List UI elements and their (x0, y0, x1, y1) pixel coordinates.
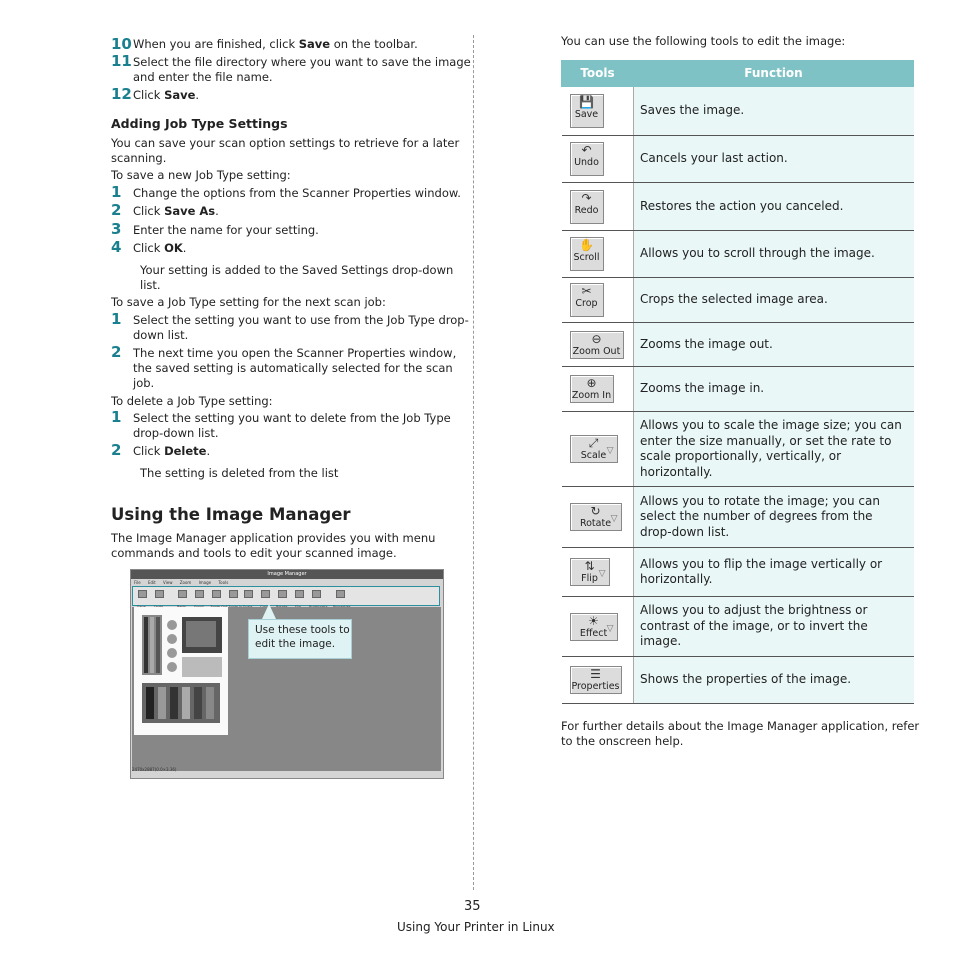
step-number: 4 (111, 238, 122, 256)
table-row (562, 548, 914, 597)
subsection-heading: Adding Job Type Settings (111, 116, 288, 131)
column-divider (473, 35, 474, 890)
tool-icon (336, 590, 345, 598)
tool-button-label: Flip (581, 573, 598, 584)
tool-icon (212, 590, 221, 598)
tool-cell (562, 278, 634, 323)
tool-icon (229, 590, 238, 598)
image-manager-screenshot (130, 569, 444, 779)
tool-button-label: Scroll (573, 252, 600, 263)
table-row (562, 487, 914, 548)
step-text: Change the options from the Scanner Properties window. (133, 186, 461, 200)
tool-cell (562, 657, 634, 704)
tool-cell (562, 412, 634, 487)
paragraph: You can save your scan option settings to retrieve for a later scanning. (111, 136, 460, 165)
tool-icon (244, 590, 253, 598)
step-number: 2 (111, 441, 122, 459)
tool-button-effect (570, 613, 618, 641)
undo-icon: ↶ (581, 143, 592, 157)
tool-cell (562, 231, 634, 278)
tool-button-label: Effect (579, 627, 608, 639)
tool-icon (178, 590, 187, 598)
crop-icon: ✂ (581, 284, 592, 298)
paragraph: The Image Manager application provides you with menu commands and tools to edit your scanned image. (111, 531, 436, 560)
tool-button-label: Zoom Out (572, 345, 621, 357)
paragraph: To save a new Job Type setting: (111, 168, 291, 182)
function-cell: Zooms the image in. (634, 367, 914, 412)
step-number: 3 (111, 220, 122, 238)
menu-item: View (163, 580, 173, 585)
column-header-tools: Tools (562, 61, 634, 87)
tool-icon (295, 590, 304, 598)
function-cell: Cancels your last action. (634, 136, 914, 183)
tool-button-label: Save (574, 109, 599, 120)
table-row (562, 323, 914, 367)
effect-icon: ☀ (588, 613, 599, 628)
step-number: 10 (111, 35, 132, 53)
tool-icon (155, 590, 164, 598)
step-text: When you are finished, click Save on the toolbar. (133, 37, 418, 51)
scale-icon: ⤢ (588, 436, 599, 450)
tool-button-flip (570, 558, 610, 586)
step-text: Click Save As. (133, 204, 219, 218)
tool-button-scale (570, 435, 618, 463)
menu-item: Edit (147, 580, 156, 585)
step-text: Click Delete. (133, 444, 211, 458)
tool-cell (562, 136, 634, 183)
function-cell: Zooms the image out. (634, 323, 914, 367)
tool-icon (138, 590, 147, 598)
tool-button-zoom-out (570, 331, 624, 359)
function-cell: Allows you to flip the image vertically or horizontally. (634, 548, 914, 597)
step-number: 2 (111, 343, 122, 361)
table-row (562, 87, 914, 136)
step-text: Select the setting you want to use from the Job Type drop- down list. (133, 313, 469, 342)
paragraph: To save a Job Type setting for the next scan job: (111, 295, 386, 309)
note: Your setting is added to the Saved Settings drop-down list. (140, 263, 454, 292)
dropdown-arrow-icon: ▽ (610, 514, 618, 524)
table-row (562, 657, 914, 704)
tool-icon (261, 590, 270, 598)
step-text: Click OK. (133, 241, 187, 255)
paragraph: To delete a Job Type setting: (111, 394, 273, 408)
menu-item: Image (198, 580, 212, 585)
function-cell: Allows you to scale the image size; you can enter the size manually, or set the rate to scale proportionally, vertically, or horizontally. (634, 412, 914, 487)
section-heading: Using the Image Manager (111, 505, 351, 524)
tool-button-label: Rotate (579, 518, 612, 529)
step-text: Click Save. (133, 88, 200, 102)
tool-button-label: Crop (575, 298, 598, 309)
tools-table (561, 60, 914, 704)
step-number: 1 (111, 310, 122, 328)
flip-icon: ⇅ (584, 559, 595, 573)
tool-button-undo (570, 142, 604, 176)
step-text: Enter the name for your setting. (133, 223, 319, 237)
table-row (562, 136, 914, 183)
function-cell: Crops the selected image area. (634, 278, 914, 323)
zoom-in-icon: ⊕ (586, 376, 597, 390)
tool-button-zoom-in (570, 375, 614, 403)
properties-icon: ☰ (590, 667, 601, 681)
tool-icon (195, 590, 204, 598)
page-number: 35 (464, 899, 481, 914)
paragraph: For further details about the Image Manager application, refer to the onscreen help. (561, 719, 920, 748)
function-cell: Allows you to scroll through the image. (634, 231, 914, 278)
screenshot-menubar (131, 579, 443, 586)
callout-pointer (262, 604, 276, 619)
table-intro: You can use the following tools to edit the image: (561, 34, 846, 48)
screenshot-title: Image Manager (131, 570, 443, 579)
tool-cell (562, 323, 634, 367)
step-text: Select the file directory where you want to save the image and enter the file name. (133, 55, 471, 84)
menu-item: Tools (218, 580, 229, 585)
table-row (562, 231, 914, 278)
screenshot-status-bar: 2470x2887(0.0×3.36) (132, 767, 177, 772)
note: The setting is deleted from the list (140, 466, 339, 480)
tool-cell (562, 487, 634, 548)
tool-button-crop (570, 283, 604, 317)
tool-icon (278, 590, 287, 598)
tool-button-label: Undo (574, 157, 599, 168)
dropdown-arrow-icon: ▽ (598, 569, 606, 579)
rotate-icon: ↻ (590, 504, 601, 518)
tool-cell (562, 548, 634, 597)
function-cell: Shows the properties of the image. (634, 657, 914, 704)
tool-button-save (570, 94, 604, 128)
tool-cell (562, 367, 634, 412)
table-row (562, 278, 914, 323)
function-cell: Restores the action you canceled. (634, 183, 914, 231)
tool-button-scroll (570, 237, 604, 271)
step-number: 1 (111, 408, 122, 426)
tool-button-rotate (570, 503, 622, 531)
function-cell: Saves the image. (634, 87, 914, 136)
table-row (562, 412, 914, 487)
function-cell: Allows you to adjust the brightness or contrast of the image, or to invert the image. (634, 597, 914, 657)
table-row (562, 367, 914, 412)
step-number: 12 (111, 85, 132, 103)
tool-button-label: Scale (580, 450, 607, 461)
step-text: The next time you open the Scanner Properties window, the saved setting is automatically selected for the scan job. (133, 346, 457, 390)
tool-cell (562, 597, 634, 657)
column-header-function: Function (634, 61, 914, 87)
step-number: 1 (111, 183, 122, 201)
dropdown-arrow-icon: ▽ (606, 446, 614, 456)
tool-cell (562, 87, 634, 136)
tool-icon (312, 590, 321, 598)
tool-button-redo (570, 190, 604, 224)
save-icon: 💾 (579, 95, 594, 109)
step-number: 2 (111, 201, 122, 219)
tool-cell (562, 183, 634, 231)
tool-button-label: Properties (571, 681, 620, 692)
step-number: 11 (111, 52, 132, 70)
page-footer-section: Using Your Printer in Linux (397, 920, 555, 934)
callout-box: Use these tools to edit the image. (248, 619, 352, 659)
zoom-out-icon: ⊖ (591, 331, 602, 346)
table-row (562, 597, 914, 657)
menu-item: File (134, 580, 141, 585)
function-cell: Allows you to rotate the image; you can select the number of degrees from the drop-down list. (634, 487, 914, 548)
tool-button-properties (570, 666, 622, 694)
screenshot-toolbar (132, 586, 440, 606)
scroll-hand-icon: ✋ (579, 238, 594, 252)
table-row (562, 183, 914, 231)
step-text: Select the setting you want to delete from the Job Type drop-down list. (133, 411, 451, 440)
scanned-page-thumbnail (134, 607, 228, 735)
menu-item: Zoom (179, 580, 192, 585)
dropdown-arrow-icon: ▽ (606, 623, 614, 634)
tool-button-label: Zoom In (571, 390, 612, 401)
tool-button-label: Redo (574, 204, 599, 216)
scanned-page-graphic (134, 607, 228, 735)
redo-icon: ↷ (581, 190, 592, 205)
